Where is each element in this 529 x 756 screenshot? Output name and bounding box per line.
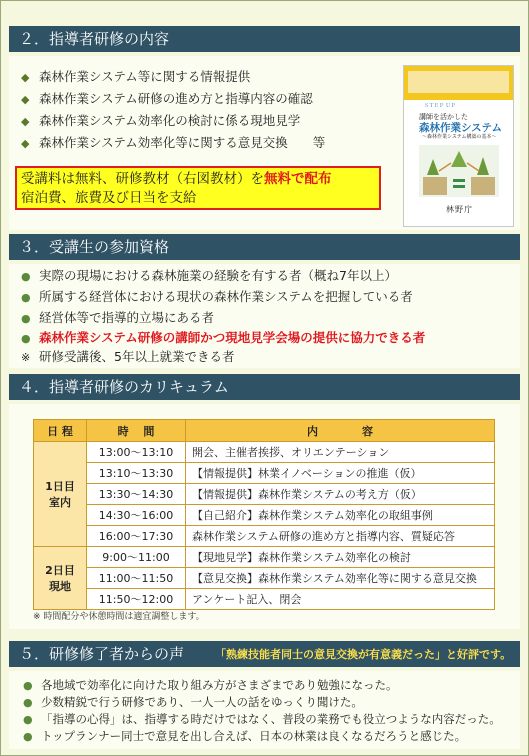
fee-notice-box <box>15 166 381 210</box>
bullet-dot-icon: ● <box>21 270 31 283</box>
header-content: 内 容 <box>186 420 495 442</box>
s3-bullet-3: ● 経営体等で指導的立場にある者 <box>21 310 215 325</box>
table-row: 13:30～14:30 【情報提供】森林作業システムの考え方（仮） <box>34 484 495 505</box>
bullet-dot-icon: ● <box>23 713 33 726</box>
note-mark: ※ <box>21 351 31 364</box>
allowance-text: 宿泊費、旅費及び日当を支給 <box>21 190 197 206</box>
table-row: 16:00～17:30 森林作業システム研修の進め方と指導内容、質疑応答 <box>34 526 495 547</box>
s3-bullet-2: ● 所属する経営体における現状の森林作業システムを把握している者 <box>21 289 413 304</box>
day2-cell: 2日目 現地 <box>34 547 87 610</box>
s2-bullet-2: ◆ 森林作業システム研修の進め方と指導内容の確認 <box>21 91 313 106</box>
s2-bullet-4: ◆ 森林作業システム効率化等に関する意見交換 等 <box>21 135 326 150</box>
forest-illustration <box>419 145 499 197</box>
table-header-row <box>34 420 495 442</box>
table-row: 2日目 現地 9:00～11:00 【現地見学】森林作業システム効率化の検討 <box>34 547 495 568</box>
curriculum-table <box>33 419 495 610</box>
bullet-dot-icon: ● <box>23 696 33 709</box>
voice-item-2: ● 少数精鋭で行う研修であり、一人一人の話をゆっくり聞けた。 <box>23 695 363 709</box>
section-3-header: ３．受講生の参加資格 <box>9 234 520 260</box>
table-row: 13:10～13:30 【情報提供】林業イノベーションの推進（仮） <box>34 463 495 484</box>
s3-bullet-red: ● 森林作業システム研修の講師かつ現地見学会場の提供に協力できる者 <box>21 330 426 345</box>
bullet-dot-icon: ● <box>23 730 33 743</box>
s2-bullet-3: ◆ 森林作業システム効率化の検討に係る現地見学 <box>21 113 301 128</box>
voice-item-4: ● トップランナー同士で意見を出し合えば、日本の林業は良くなるだろうと感じた。 <box>23 729 467 743</box>
book-tag: ＳＴＥＰ ＵＰ <box>424 103 456 109</box>
voice-item-1: ● 各地域で効率化に向けた取り組み方がさまざまであり勉強になった。 <box>23 678 398 692</box>
header-schedule: 日 程 <box>34 420 87 442</box>
book-publisher: 林野庁 <box>446 205 473 214</box>
book-caption: 〜森林作業システム構築の基本〜 <box>422 134 497 140</box>
voice-item-3: ● 「指導の心得」は、指導する時だけではなく、普段の業務でも役立つような内容だった。 <box>23 712 501 726</box>
bullet-dot-icon: ● <box>21 291 31 304</box>
free-distribution-text: 無料で配布 <box>264 171 332 187</box>
diamond-icon: ◆ <box>21 93 30 106</box>
bullet-dot-icon: ● <box>21 332 31 345</box>
fee-notice-text: 受講料は無料、研修教材（右図教材）を <box>21 171 264 187</box>
s3-bullet-1: ● 実際の現場における森林施業の経験を有する者（概ね7年以上） <box>21 268 397 283</box>
table-row: 1日目 室内 13:00～13:10 開会、主催者挨拶、オリエンテーション <box>34 442 495 463</box>
book-subtitle: 講師を活かした <box>419 113 468 121</box>
table-row: 14:30～16:00 【自己紹介】森林作業システム効率化の取組事例 <box>34 505 495 526</box>
diamond-icon: ◆ <box>21 71 30 84</box>
day1-cell: 1日目 室内 <box>34 442 87 547</box>
curriculum-footnote: ※ 時間配分や休憩時間は適宜調整します。 <box>33 612 205 622</box>
diamond-icon: ◆ <box>21 137 30 150</box>
book-title: 森林作業システム <box>419 122 502 134</box>
s3-note: ※ 研修受講後、5年以上就業できる者 <box>21 349 235 364</box>
bullet-dot-icon: ● <box>23 679 33 692</box>
section-5-quote: 「熟練技能者同士の意見交換が有意義だった」と好評です。 <box>215 648 512 661</box>
diamond-icon: ◆ <box>21 115 30 128</box>
section-4-header: ４．指導者研修のカリキュラム <box>9 374 520 400</box>
bullet-dot-icon: ● <box>21 312 31 325</box>
textbook-cover-image <box>403 65 514 227</box>
header-time: 時 間 <box>87 420 186 442</box>
table-row: 11:50～12:00 アンケート記入、閉会 <box>34 589 495 610</box>
s2-bullet-1: ◆ 森林作業システム等に関する情報提供 <box>21 69 251 84</box>
table-row: 11:00～11:50 【意見交換】森林作業システム効率化等に関する意見交換 <box>34 568 495 589</box>
section-5-title: ５．研修修了者からの声 <box>19 645 185 663</box>
section-2-header: ２．指導者研修の内容 <box>9 26 520 52</box>
